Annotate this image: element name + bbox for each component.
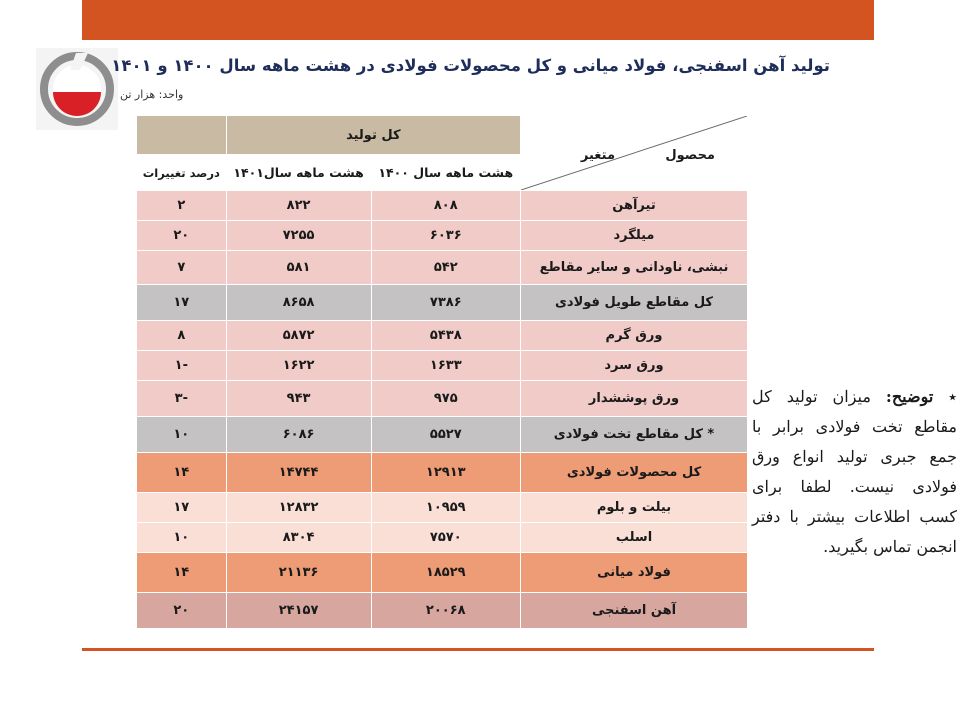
top-accent-bar bbox=[82, 0, 874, 40]
value-1401-cell: ۶۰۸۶ bbox=[226, 417, 371, 453]
value-1400-cell: ۲۰۰۶۸ bbox=[371, 593, 520, 629]
table-row bbox=[137, 553, 748, 593]
table-row bbox=[137, 381, 748, 417]
change-percent-cell: ۲ bbox=[137, 191, 227, 221]
change-percent-cell: ۸ bbox=[137, 321, 227, 351]
value-1401-cell: ۵۸۷۲ bbox=[226, 321, 371, 351]
value-1400-cell: ۵۴۳۸ bbox=[371, 321, 520, 351]
change-percent-cell: ۱۷ bbox=[137, 285, 227, 321]
table-row bbox=[137, 453, 748, 493]
table-row bbox=[137, 417, 748, 453]
value-1400-cell: ۶۰۳۶ bbox=[371, 221, 520, 251]
value-1400-cell: ۱۶۳۳ bbox=[371, 351, 520, 381]
col-header-change: درصد تغییرات bbox=[137, 155, 227, 191]
change-percent-cell: ۱۷ bbox=[137, 493, 227, 523]
row-name-cell: کل مقاطع طویل فولادی bbox=[521, 285, 748, 321]
value-1400-cell: ۷۳۸۶ bbox=[371, 285, 520, 321]
table-row bbox=[137, 221, 748, 251]
value-1400-cell: ۸۰۸ bbox=[371, 191, 520, 221]
value-1401-cell: ۷۲۵۵ bbox=[226, 221, 371, 251]
value-1400-cell: ۹۷۵ bbox=[371, 381, 520, 417]
row-name-cell: تیرآهن bbox=[521, 191, 748, 221]
value-1400-cell: ۵۴۲ bbox=[371, 251, 520, 285]
change-percent-cell: ۲۰ bbox=[137, 593, 227, 629]
row-name-cell: نبشی، ناودانی و سایر مقاطع bbox=[521, 251, 748, 285]
change-percent-cell: ۱۴ bbox=[137, 553, 227, 593]
table-row bbox=[137, 191, 748, 221]
corner-product-label: محصول bbox=[665, 148, 715, 163]
table-row bbox=[137, 351, 748, 381]
col-header-1401: هشت ماهه سال۱۴۰۱ bbox=[226, 155, 371, 191]
value-1401-cell: ۸۳۰۴ bbox=[226, 523, 371, 553]
value-1400-cell: ۷۵۷۰ bbox=[371, 523, 520, 553]
row-name-cell: * کل مقاطع تخت فولادی bbox=[521, 417, 748, 453]
change-percent-cell: -۱ bbox=[137, 351, 227, 381]
value-1401-cell: ۲۱۱۳۶ bbox=[226, 553, 371, 593]
explanation-note bbox=[752, 382, 957, 562]
row-name-cell: کل محصولات فولادی bbox=[521, 453, 748, 493]
table-row bbox=[137, 523, 748, 553]
value-1401-cell: ۲۴۱۵۷ bbox=[226, 593, 371, 629]
change-percent-cell: ۱۰ bbox=[137, 417, 227, 453]
note-heading: توضیح: bbox=[885, 387, 934, 406]
association-logo-icon bbox=[36, 48, 118, 130]
value-1401-cell: ۸۶۵۸ bbox=[226, 285, 371, 321]
value-1400-cell: ۵۵۲۷ bbox=[371, 417, 520, 453]
value-1400-cell: ۱۸۵۲۹ bbox=[371, 553, 520, 593]
bottom-accent-line bbox=[82, 648, 874, 651]
value-1401-cell: ۱۴۷۴۴ bbox=[226, 453, 371, 493]
value-1401-cell: ۹۴۳ bbox=[226, 381, 371, 417]
row-name-cell: آهن اسفنجی bbox=[521, 593, 748, 629]
note-marker: ٭ bbox=[948, 387, 957, 406]
table-row bbox=[137, 285, 748, 321]
group-header-empty bbox=[137, 116, 227, 155]
value-1401-cell: ۱۶۲۲ bbox=[226, 351, 371, 381]
corner-header bbox=[521, 116, 748, 191]
col-header-1400: هشت ماهه سال ۱۴۰۰ bbox=[371, 155, 520, 191]
row-name-cell: ورق سرد bbox=[521, 351, 748, 381]
note-text: میزان تولید کل مقاطع تخت فولادی برابر با جمع جبری تولید انواع ورق فولادی نیست. لطفا برای کسب اطلاعات بیشتر با دفتر انجمن تماس بگیرید. bbox=[752, 387, 957, 556]
corner-variable-label: متغیر bbox=[580, 148, 615, 163]
change-percent-cell: -۳ bbox=[137, 381, 227, 417]
value-1400-cell: ۱۲۹۱۳ bbox=[371, 453, 520, 493]
row-name-cell: ورق گرم bbox=[521, 321, 748, 351]
change-percent-cell: ۲۰ bbox=[137, 221, 227, 251]
row-name-cell: بیلت و بلوم bbox=[521, 493, 748, 523]
table-row bbox=[137, 593, 748, 629]
unit-label: واحد: هزار تن bbox=[120, 88, 184, 101]
group-header-total-production: کل تولید bbox=[226, 116, 520, 155]
row-name-cell: فولاد میانی bbox=[521, 553, 748, 593]
row-name-cell: میلگرد bbox=[521, 221, 748, 251]
page-title: تولید آهن اسفنجی، فولاد میانی و کل محصولات فولادی در هشت ماهه سال ۱۴۰۰ و ۱۴۰۱ bbox=[111, 56, 830, 75]
value-1401-cell: ۱۲۸۳۲ bbox=[226, 493, 371, 523]
table-row bbox=[137, 493, 748, 523]
row-name-cell: ورق پوششدار bbox=[521, 381, 748, 417]
table-row bbox=[137, 321, 748, 351]
change-percent-cell: ۱۰ bbox=[137, 523, 227, 553]
change-percent-cell: ۱۴ bbox=[137, 453, 227, 493]
change-percent-cell: ۷ bbox=[137, 251, 227, 285]
value-1401-cell: ۵۸۱ bbox=[226, 251, 371, 285]
production-table bbox=[136, 115, 748, 629]
value-1401-cell: ۸۲۲ bbox=[226, 191, 371, 221]
table-row bbox=[137, 251, 748, 285]
value-1400-cell: ۱۰۹۵۹ bbox=[371, 493, 520, 523]
row-name-cell: اسلب bbox=[521, 523, 748, 553]
